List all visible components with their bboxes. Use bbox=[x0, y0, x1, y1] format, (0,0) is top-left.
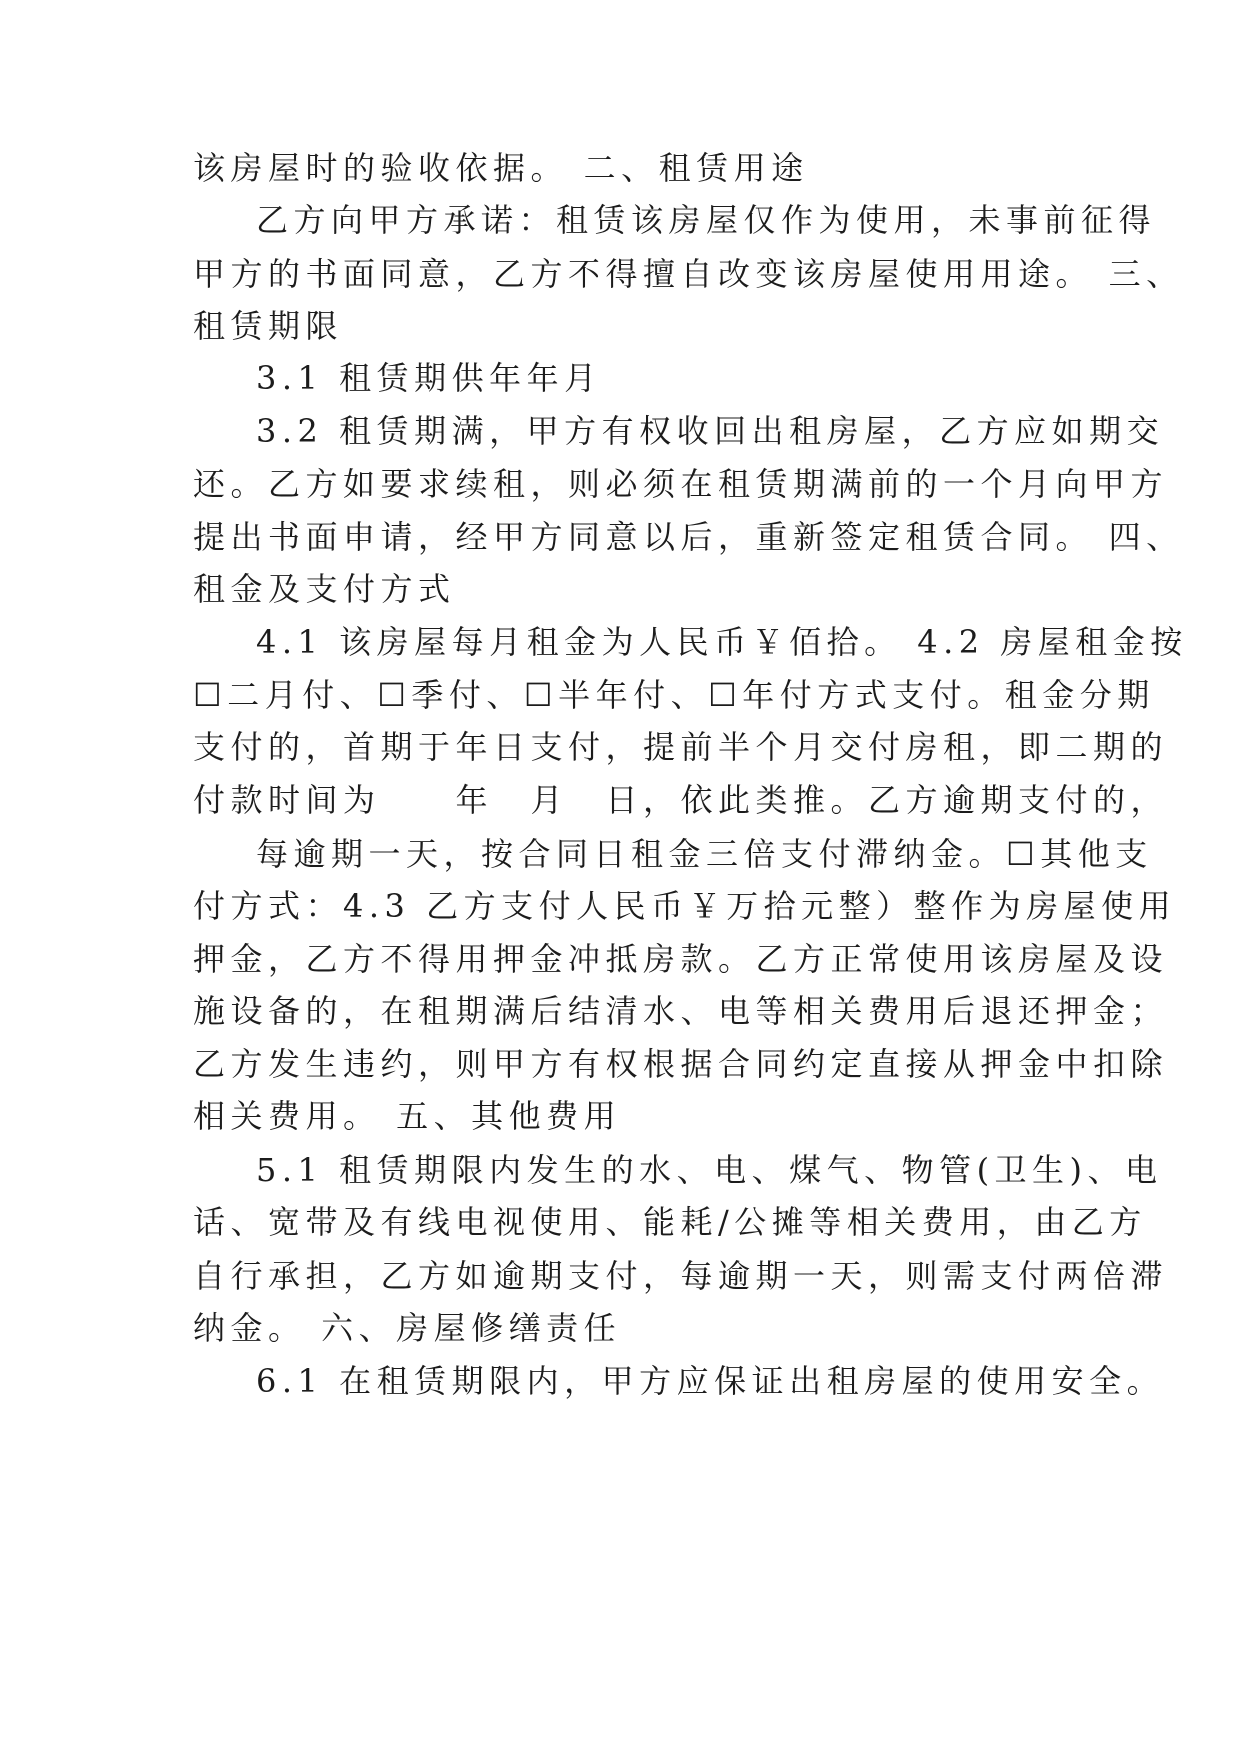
text-line: 自行承担，乙方如逾期支付，每逾期一天，则需支付两倍滞 bbox=[193, 1257, 1169, 1295]
text-line: 每逾期一天，按合同日租金三倍支付滞纳金。☐其他支 bbox=[256, 835, 1153, 873]
text-line: 6.1 在租赁期限内，甲方应保证出租房屋的使用安全。 bbox=[256, 1362, 1165, 1400]
text-line: 甲方的书面同意，乙方不得擅自改变该房屋使用用途。 三、 bbox=[193, 255, 1184, 293]
text-line: 纳金。 六、房屋修缮责任 bbox=[193, 1309, 622, 1347]
text-line: 提出书面申请，经甲方同意以后，重新签定租赁合同。 四、 bbox=[193, 518, 1184, 556]
text-line: 该房屋时的验收依据。 二、租赁用途 bbox=[193, 149, 809, 187]
text-line: 4.1 该房屋每月租金为人民币￥佰拾。 4.2 房屋租金按 bbox=[256, 623, 1188, 661]
text-line: 租赁期限 bbox=[193, 307, 344, 345]
text-line: 付款时间为 年 月 日，依此类推。乙方逾期支付的， bbox=[193, 781, 1169, 819]
text-line: 5.1 租赁期限内发生的水、电、煤气、物管(卫生)、电 bbox=[256, 1151, 1163, 1189]
text-line: 付方式：4.3 乙方支付人民币￥万拾元整）整作为房屋使用 bbox=[193, 887, 1177, 925]
text-line: 押金，乙方不得用押金冲抵房款。乙方正常使用该房屋及设 bbox=[193, 940, 1169, 978]
text-line: 支付的，首期于年日支付，提前半个月交付房租，即二期的 bbox=[193, 728, 1169, 766]
text-line: 相关费用。 五、其他费用 bbox=[193, 1097, 622, 1135]
text-line: 还。乙方如要求续租，则必须在租赁期满前的一个月向甲方 bbox=[193, 465, 1169, 503]
text-line: 3.2 租赁期满，甲方有权收回出租房屋，乙方应如期交 bbox=[256, 412, 1165, 450]
text-line: 施设备的，在租期满后结清水、电等相关费用后退还押金； bbox=[193, 992, 1169, 1030]
text-line: 乙方发生违约，则甲方有权根据合同约定直接从押金中扣除 bbox=[193, 1045, 1169, 1083]
text-line: ☐二月付、☐季付、☐半年付、☐年付方式支付。租金分期 bbox=[193, 676, 1155, 714]
text-line: 租金及支付方式 bbox=[193, 570, 456, 608]
text-line: 话、宽带及有线电视使用、能耗/公摊等相关费用，由乙方 bbox=[193, 1203, 1147, 1241]
text-line: 3.1 租赁期供年年月 bbox=[256, 359, 602, 397]
text-line: 乙方向甲方承诺：租赁该房屋仅作为使用，未事前征得 bbox=[256, 201, 1157, 239]
